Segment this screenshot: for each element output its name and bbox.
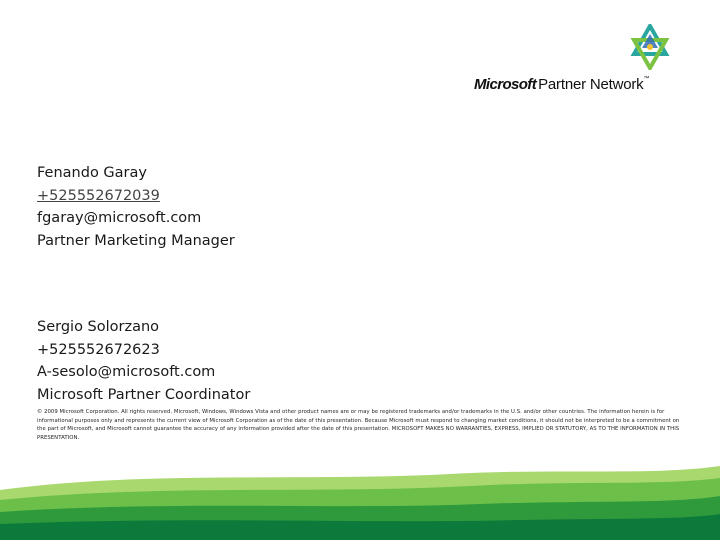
brand-name-rest: Partner Network bbox=[538, 76, 644, 93]
footer-wave-band bbox=[0, 460, 720, 540]
contact-card-2 bbox=[37, 316, 250, 406]
contact-name: Sergio Solorzano bbox=[37, 319, 160, 335]
contact-name: Fenando Garay bbox=[37, 165, 147, 181]
legal-disclaimer: © 2009 Microsoft Corporation. All rights reserved. Microsoft, Windows, Windows Vista and other product names are or may be registered trademarks and/or trademarks in the U.S. and/or other countries. The information herein is for informational purposes only and represents the current view of Microsoft Corporation as of the date of this presentation. Because Microsoft must respond to changing market conditions, it should not be interpreted to be a commitment on the part of Microsoft, and Microsoft cannot guarantee the accuracy of any information provided after the date of this presentation. MICROSOFT MAKES NO WARRANTIES, EXPRESS, IMPLIED OR STATUTORY, AS TO THE INFORMATION IN THIS PRESENTATION. bbox=[37, 409, 680, 441]
brand-trademark: ™ bbox=[643, 76, 650, 82]
contact-phone: +525552672623 bbox=[37, 341, 160, 358]
contact-email: fgaray@microsoft.com bbox=[37, 210, 202, 226]
contact-card-1 bbox=[37, 162, 235, 252]
contact-phone-link[interactable]: +525552672039 bbox=[37, 187, 160, 204]
contact-title: Partner Marketing Manager bbox=[37, 232, 235, 249]
contact-email: A-sesolo@microsoft.com bbox=[37, 364, 216, 380]
brand-wordmark bbox=[474, 76, 649, 93]
partner-network-logo-icon bbox=[630, 24, 670, 70]
contact-title: Microsoft Partner Coordinator bbox=[37, 386, 251, 403]
brand-name-bold: Microsoft bbox=[474, 76, 537, 93]
